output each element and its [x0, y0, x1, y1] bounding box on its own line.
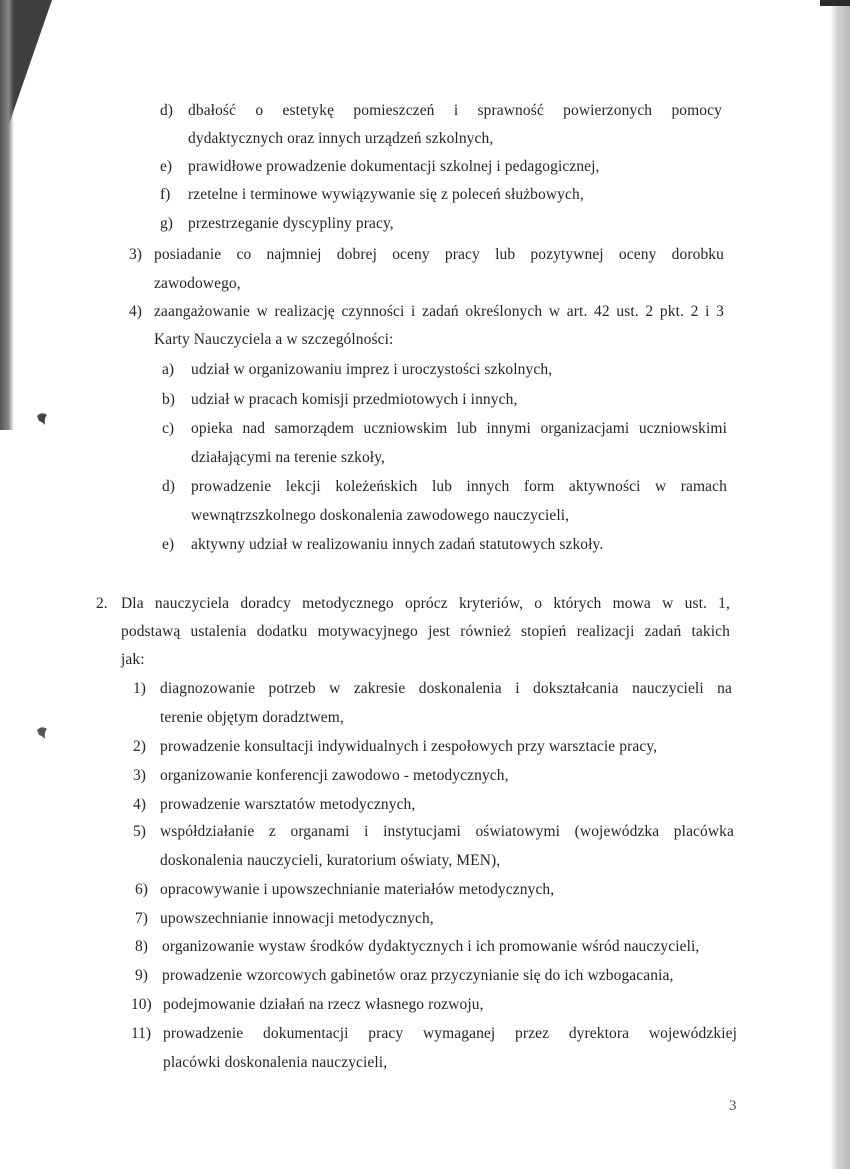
list-item-text: organizowanie wystaw środków dydaktycznych i ich promowanie wśród nauczycieli, [162, 938, 700, 955]
list-item-text: prawidłowe prowadzenie dokumentacji szkolnej i pedagogicznej, [188, 158, 600, 175]
list-item-text: udział w organizowaniu imprez i uroczystości szkolnych, [191, 361, 553, 378]
list-marker: 2) [133, 738, 146, 755]
list-marker: g) [160, 215, 173, 232]
list-item-text: opracowywanie i upowszechnianie materiałów metodycznych, [160, 881, 555, 898]
section-paragraph-line: Dla nauczyciela doradcy metodycznego oprócz kryteriów, o których mowa w ust. 1, [121, 595, 730, 612]
list-marker: 3) [129, 246, 142, 263]
list-marker: 11) [131, 1025, 152, 1042]
list-marker: d) [162, 478, 175, 495]
list-item-text: posiadanie co najmniej dobrej oceny pracy lub pozytywnej oceny dorobku [154, 246, 724, 263]
list-item-text: aktywny udział w realizowaniu innych zadań statutowych szkoły. [191, 536, 604, 553]
list-item-text: upowszechnianie innowacji metodycznych, [160, 910, 434, 927]
list-marker: 4) [133, 796, 146, 813]
list-item-text: podejmowanie działań na rzecz własnego rozwoju, [163, 996, 484, 1013]
list-item-continuation: placówki doskonalenia nauczycieli, [163, 1054, 388, 1071]
list-marker: 1) [133, 680, 146, 697]
list-item-continuation: terenie objętym doradztwem, [160, 709, 344, 726]
list-item-text: współdziałanie z organami i instytucjami oświatowymi (wojewódzka placówka [160, 823, 734, 840]
list-item-text: organizowanie konferencji zawodowo - metodycznych, [160, 767, 509, 784]
list-item-text: prowadzenie wzorcowych gabinetów oraz przyczynianie się do ich wzbogacania, [162, 967, 674, 984]
list-marker: 9) [135, 967, 148, 984]
section-number: 2. [96, 595, 108, 612]
section-paragraph-line: podstawą ustalenia dodatku motywacyjnego jest również stopień realizacji zadań takich [121, 623, 730, 640]
list-item-continuation: zawodowego, [154, 275, 241, 292]
list-item-text: rzetelne i terminowe wywiązywanie się z poleceń służbowych, [188, 186, 584, 203]
list-item-continuation: wewnątrzszkolnego doskonalenia zawodowego nauczycieli, [191, 507, 570, 524]
list-item-text: prowadzenie konsultacji indywidualnych i zespołowych przy warsztacie pracy, [160, 738, 658, 755]
list-marker: b) [162, 391, 175, 408]
list-item-text: prowadzenie lekcji koleżeńskich lub innych form aktywności w ramach [191, 478, 727, 495]
list-marker: d) [160, 102, 173, 119]
list-item-continuation: Karty Nauczyciela a w szczególności: [154, 331, 394, 348]
list-item-text: prowadzenie dokumentacji pracy wymaganej przez dyrektora wojewódzkiej [163, 1025, 737, 1042]
list-item-continuation: działającymi na terenie szkoły, [191, 449, 386, 466]
list-item-continuation: doskonalenia nauczycieli, kuratorium oświaty, MEN), [160, 852, 501, 869]
list-marker: 6) [135, 881, 148, 898]
list-marker: 10) [131, 996, 152, 1013]
section-paragraph-line: jak: [121, 651, 145, 668]
list-item-text: udział w pracach komisji przedmiotowych i innych, [191, 391, 518, 408]
list-item-text: przestrzeganie dyscypliny pracy, [188, 215, 394, 232]
list-marker: a) [162, 361, 175, 378]
page-number: 3 [729, 1098, 737, 1114]
list-item-text: dbałość o estetykę pomieszczeń i sprawność powierzonych pomocy [188, 102, 722, 119]
list-marker: c) [162, 420, 175, 437]
list-marker: 3) [133, 767, 146, 784]
list-marker: 4) [129, 303, 142, 320]
list-item-continuation: dydaktycznych oraz innych urządzeń szkolnych, [188, 130, 494, 147]
list-marker: f) [160, 186, 171, 203]
list-marker: 7) [135, 910, 148, 927]
list-marker: e) [162, 536, 175, 553]
list-marker: 8) [135, 938, 148, 955]
list-marker: 5) [133, 823, 146, 840]
list-item-text: diagnozowanie potrzeb w zakresie doskonalenia i dokształcania nauczycieli na [160, 680, 732, 697]
list-item-text: prowadzenie warsztatów metodycznych, [160, 796, 416, 813]
list-marker: e) [160, 158, 173, 175]
list-item-text: zaangażowanie w realizację czynności i zadań określonych w art. 42 ust. 2 pkt. 2 i 3 [154, 303, 724, 320]
list-item-text: opieka nad samorządem uczniowskim lub innymi organizacjami uczniowskimi [191, 420, 727, 437]
